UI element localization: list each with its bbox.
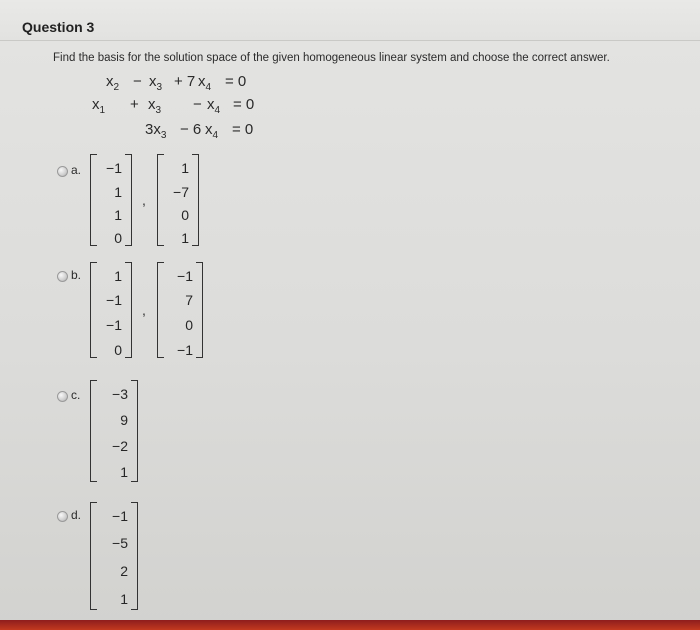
left-bracket [90, 380, 97, 482]
question-title: Question 3 [22, 19, 95, 35]
right-bracket [192, 154, 199, 246]
vector-entry: 9 [120, 412, 128, 428]
option-c-vector-1 [90, 380, 138, 482]
vector-entry: 0 [185, 317, 193, 333]
left-bracket [157, 262, 164, 358]
eq2-op1: + [130, 96, 139, 113]
option-a-label[interactable]: a. [71, 163, 82, 177]
eq2-term-x3: $x_3$ [148, 96, 162, 116]
vector-separator: , [142, 192, 146, 208]
vector-entry: −1 [112, 508, 128, 524]
device-bottom-edge [0, 620, 700, 630]
eq2-term-x4: $x_4$ [207, 96, 221, 116]
left-bracket [157, 154, 164, 246]
left-bracket [90, 262, 97, 358]
left-bracket [90, 154, 97, 246]
eq3-term-x4: $x_4$ [205, 121, 219, 141]
option-b-vector-2 [157, 262, 203, 358]
question-prompt: Find the basis for the solution space of the given homogeneous linear system and choose the correct answer. [53, 52, 610, 64]
option-c-radio[interactable] [57, 391, 68, 402]
right-bracket [131, 380, 138, 482]
eq2-term-x1: $x_1$ [92, 96, 106, 116]
eq1-op2: + 7 [174, 73, 196, 90]
equation-3 [0, 121, 700, 141]
eq1-term-x3: $x_3$ [149, 73, 163, 93]
vector-entry: −5 [112, 535, 128, 551]
option-a-vector-2 [157, 154, 199, 246]
option-d-label[interactable]: d. [71, 508, 82, 522]
vector-entry: −1 [106, 160, 122, 176]
vector-entry: −1 [106, 292, 122, 308]
left-bracket [90, 502, 97, 610]
eq1-rhs: = 0 [225, 73, 247, 90]
vector-entry: 1 [181, 230, 189, 246]
vector-entry: 1 [114, 207, 122, 223]
vector-entry: −1 [177, 268, 193, 284]
vector-entry: 1 [181, 160, 189, 176]
eq3-op1: − 6 [180, 121, 202, 138]
eq3-rhs: = 0 [232, 121, 254, 138]
equation-2 [0, 96, 700, 116]
right-bracket [196, 262, 203, 358]
vector-entry: 0 [114, 230, 122, 246]
vector-entry: 0 [114, 342, 122, 358]
option-b-radio[interactable] [57, 271, 68, 282]
vector-entry: −7 [173, 184, 189, 200]
vector-entry: 2 [120, 563, 128, 579]
vector-entry: −1 [106, 317, 122, 333]
option-a-vector-1 [90, 154, 132, 246]
question-header [0, 0, 700, 41]
vector-separator: , [142, 302, 146, 318]
right-bracket [131, 502, 138, 610]
eq1-term-x4: $x_4$ [198, 73, 212, 93]
vector-entry: 1 [114, 268, 122, 284]
vector-entry: 1 [120, 591, 128, 607]
vector-entry: 1 [120, 464, 128, 480]
right-bracket [125, 154, 132, 246]
option-d-radio[interactable] [57, 511, 68, 522]
vector-entry: −2 [112, 438, 128, 454]
option-d-vector-1 [90, 502, 138, 610]
vector-entry: −1 [177, 342, 193, 358]
vector-entry: 1 [114, 184, 122, 200]
eq2-op2: − [193, 96, 202, 113]
option-b-label[interactable]: b. [71, 268, 82, 282]
eq2-rhs: = 0 [233, 96, 255, 113]
equation-1 [0, 73, 700, 93]
eq1-op1: − [133, 73, 142, 90]
right-bracket [125, 262, 132, 358]
vector-entry: 0 [181, 207, 189, 223]
option-b-vector-1 [90, 262, 132, 358]
eq3-term-3x3: $3x_3$ [145, 121, 167, 141]
option-a-radio[interactable] [57, 166, 68, 177]
eq1-term-x2: $x_2$ [106, 73, 120, 93]
option-c-label[interactable]: c. [71, 388, 81, 402]
vector-entry: −3 [112, 386, 128, 402]
vector-entry: 7 [185, 292, 193, 308]
